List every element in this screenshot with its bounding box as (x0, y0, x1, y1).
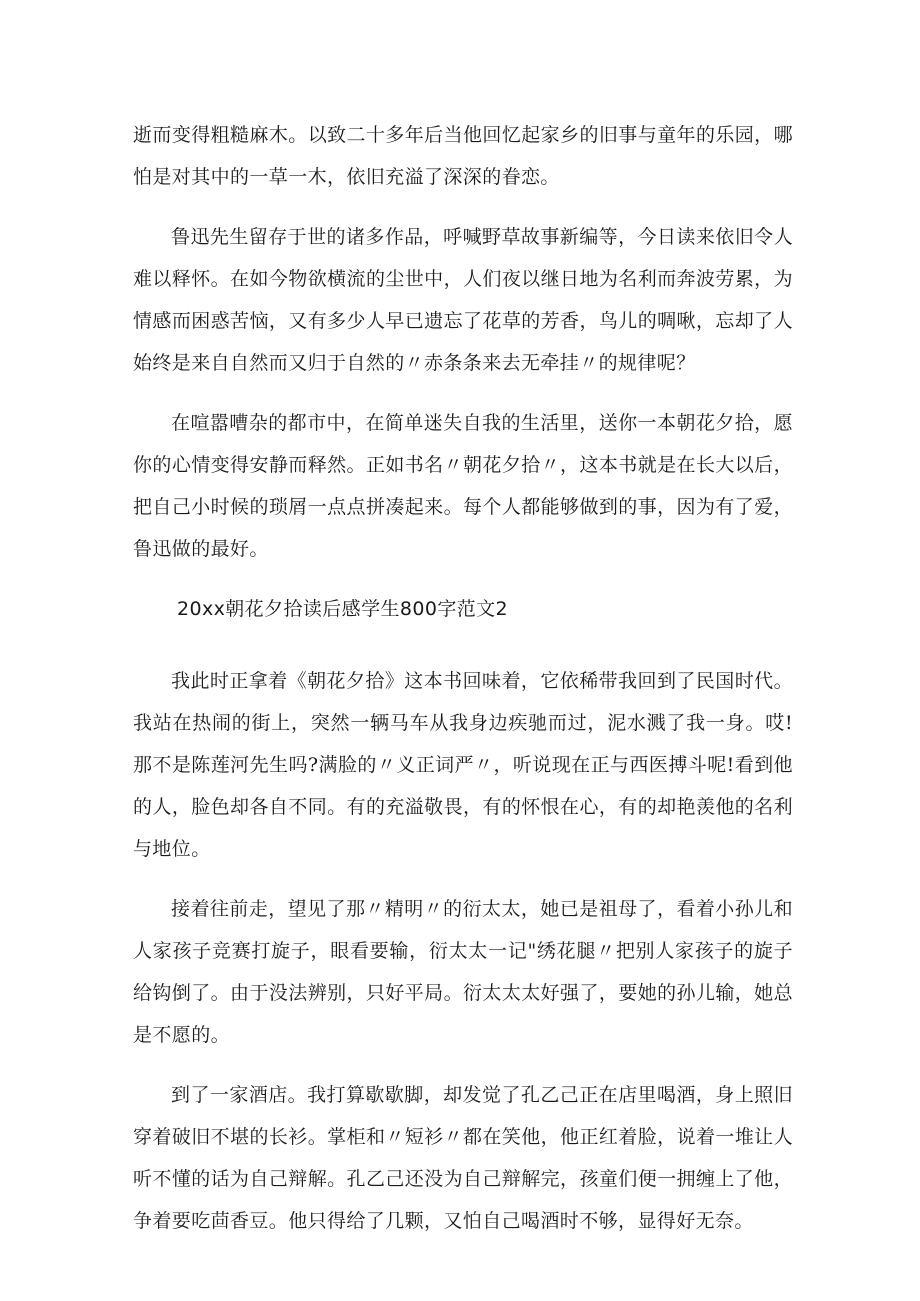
paragraph: 到了一家酒店。我打算歇歇脚，却发觉了孔乙己正在店里喝酒，身上照旧穿着破旧不堪的长衫。掌柜和〃短衫〃都在笑他，他正红着脸，说着一堆让人听不懂的话为自己辩解。孔乙己还没为自己辩解完，孩童们便一拥缠上了他，争着要吃茴香豆。他只得给了几颗，又怕自己喝酒时不够，显得好无奈。 (133, 1084, 793, 1232)
document-body (133, 114, 793, 1260)
paragraph-continued: 逝而变得粗糙麻木。以致二十多年后当他回忆起家乡的旧事与童年的乐园，哪怕是对其中的一草一木，依旧充溢了深深的眷恋。 (133, 124, 793, 188)
paragraph: 在喧嚣嘈杂的都市中，在简单迷失自我的生活里，送你一本朝花夕拾，愿你的心情变得安静而释然。正如书名〃朝花夕拾〃，这本书就是在长大以后，把自己小时候的琐屑一点点拼凑起来。每个人都能够做到的事，因为有了爱，鲁迅做的最好。 (133, 412, 793, 560)
paragraph: 鲁迅先生留存于世的诸多作品，呼喊野草故事新编等，今日读来依旧令人难以释怀。在如今物欲横流的尘世中，人们夜以继日地为名利而奔波劳累，为情感而困惑苦恼，又有多少人早已遗忘了花草的芳香，鸟儿的啁啾，忘却了人始终是来自自然而又归于自然的〃赤条条来去无牵挂〃的规律呢？ (133, 226, 793, 374)
section-title: 20xx朝花夕拾读后感学生800字范文2 (177, 598, 509, 620)
paragraph: 我此时正拿着《朝花夕拾》这本书回味着，它依稀带我回到了民国时代。我站在热闹的街上，突然一辆马车从我身边疾驰而过，泥水溅了我一身。哎!那不是陈莲河先生吗?满脸的〃义正词严〃，听说现在正与西医搏斗呢!看到他的人，脸色却各自不同。有的充溢敬畏，有的怀恨在心，有的却艳羡他的名利与地位。 (133, 670, 793, 860)
paragraph: 接着往前走，望见了那〃精明〃的衍太太，她已是祖母了，看着小孙儿和人家孩子竞赛打旋子，眼看要输，衍太太一记"绣花腿〃把别人家孩子的旋子给钩倒了。由于没法辨别，只好平局。衍太太太好强了，要她的孙儿输，她总是不愿的。 (133, 898, 793, 1046)
